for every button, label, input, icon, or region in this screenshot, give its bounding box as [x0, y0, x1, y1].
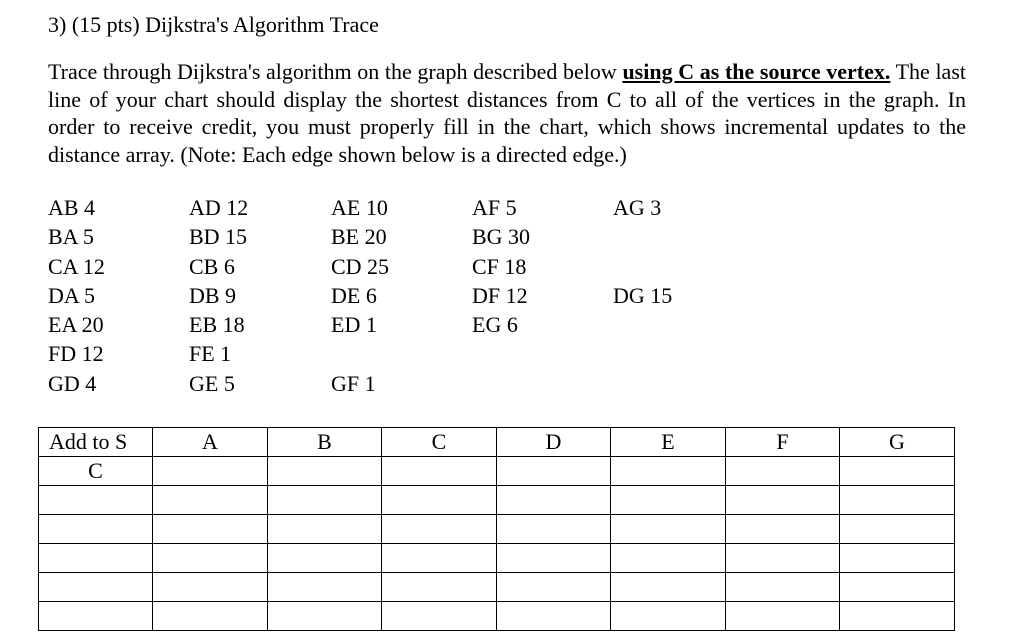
table-cell[interactable]	[153, 457, 268, 486]
table-row	[39, 457, 955, 486]
edge-weight: BE 20	[331, 224, 387, 250]
table-cell[interactable]	[840, 573, 955, 602]
table-row	[39, 602, 955, 631]
table-cell[interactable]: C	[39, 457, 153, 486]
table-cell[interactable]	[382, 515, 497, 544]
instructions-text-end: The last line of your chart should display the shortest distances from C to all of the vertices in the graph. In order to receive credit, you must properly fill in the chart, which shows incremental updates to the distance array. (Note: Each edge shown below is a directed edge.)	[48, 59, 966, 167]
table-cell[interactable]	[497, 544, 611, 573]
edge-weight: BD 15	[189, 224, 248, 250]
edge-weight: CB 6	[189, 253, 235, 279]
table-cell[interactable]	[39, 486, 153, 515]
table-cell[interactable]	[611, 544, 726, 573]
edge-weight: GE 5	[189, 370, 235, 396]
table-cell[interactable]	[726, 544, 840, 573]
column-header-f: F	[726, 428, 840, 457]
table-cell[interactable]	[268, 573, 382, 602]
edge-weight: DG 15	[613, 282, 673, 308]
edge-weight: ED 1	[331, 312, 377, 338]
edge-weight: AD 12	[189, 195, 249, 220]
edge-weight: EG 6	[472, 312, 518, 338]
table-cell[interactable]	[497, 457, 611, 486]
instructions-text-start: Trace through Dijkstra's algorithm on the graph described below	[48, 59, 623, 84]
table-cell[interactable]	[268, 544, 382, 573]
edge-weight: AE 10	[331, 195, 388, 220]
distance-trace-table	[38, 427, 955, 631]
table-cell[interactable]	[726, 486, 840, 515]
problem-instructions	[48, 58, 966, 168]
column-header-a: A	[153, 428, 268, 457]
table-cell[interactable]	[268, 457, 382, 486]
table-cell[interactable]	[382, 544, 497, 573]
table-cell[interactable]	[382, 457, 497, 486]
table-cell[interactable]	[382, 573, 497, 602]
column-header-g: G	[840, 428, 955, 457]
edge-weight: GF 1	[331, 370, 376, 396]
table-cell[interactable]	[497, 486, 611, 515]
table-cell[interactable]	[268, 515, 382, 544]
table-cell[interactable]	[268, 486, 382, 515]
edge-weight: DA 5	[48, 282, 96, 308]
table-cell[interactable]	[39, 602, 153, 631]
table-cell[interactable]	[497, 602, 611, 631]
table-cell[interactable]	[153, 544, 268, 573]
edge-weight: DF 12	[472, 282, 528, 308]
edge-weight: DE 6	[331, 282, 377, 308]
table-cell[interactable]	[611, 457, 726, 486]
edge-weight: BG 30	[472, 224, 531, 250]
column-header-b: B	[268, 428, 382, 457]
table-cell[interactable]	[153, 573, 268, 602]
table-cell[interactable]	[611, 602, 726, 631]
table-row	[39, 515, 955, 544]
edge-weight: CA 12	[48, 253, 105, 279]
column-header-c: C	[382, 428, 497, 457]
edge-weight: AG 3	[613, 195, 662, 220]
edge-weight: BA 5	[48, 224, 94, 250]
edge-weight: EA 20	[48, 312, 104, 338]
table-row	[39, 544, 955, 573]
table-cell[interactable]	[382, 486, 497, 515]
table-cell[interactable]	[39, 544, 153, 573]
table-cell[interactable]	[611, 515, 726, 544]
table-cell[interactable]	[153, 515, 268, 544]
edge-weight: DB 9	[189, 282, 237, 308]
table-cell[interactable]	[726, 457, 840, 486]
table-cell[interactable]	[726, 573, 840, 602]
table-cell[interactable]	[611, 573, 726, 602]
table-cell[interactable]	[840, 544, 955, 573]
table-row	[39, 486, 955, 515]
edge-weight: FD 12	[48, 341, 104, 367]
table-cell[interactable]	[153, 602, 268, 631]
table-cell[interactable]	[726, 515, 840, 544]
table-cell[interactable]	[497, 515, 611, 544]
edge-weight: AB 4	[48, 195, 96, 220]
column-header-add-to-s: Add to S	[39, 428, 153, 457]
table-cell[interactable]	[611, 486, 726, 515]
table-cell[interactable]	[39, 515, 153, 544]
source-vertex-emphasis: using C as the source vertex.	[622, 59, 891, 84]
table-cell[interactable]	[153, 486, 268, 515]
edge-weight: AF 5	[472, 195, 517, 220]
table-cell[interactable]	[497, 573, 611, 602]
edge-weight: CF 18	[472, 253, 527, 279]
problem-heading: 3) (15 pts) Dijkstra's Algorithm Trace	[48, 12, 379, 37]
table-cell[interactable]	[382, 602, 497, 631]
column-header-d: D	[497, 428, 611, 457]
table-row	[39, 573, 955, 602]
edge-weight: FE 1	[189, 341, 232, 367]
table-cell[interactable]	[840, 515, 955, 544]
edge-weight: EB 18	[189, 312, 245, 338]
table-header-row	[39, 428, 955, 457]
table-cell[interactable]	[840, 486, 955, 515]
table-cell[interactable]	[840, 602, 955, 631]
column-header-e: E	[611, 428, 726, 457]
table-cell[interactable]	[268, 602, 382, 631]
edge-weight: CD 25	[331, 253, 390, 279]
table-cell[interactable]	[726, 602, 840, 631]
table-cell[interactable]	[39, 573, 153, 602]
edge-weight: GD 4	[48, 370, 97, 396]
table-cell[interactable]	[840, 457, 955, 486]
